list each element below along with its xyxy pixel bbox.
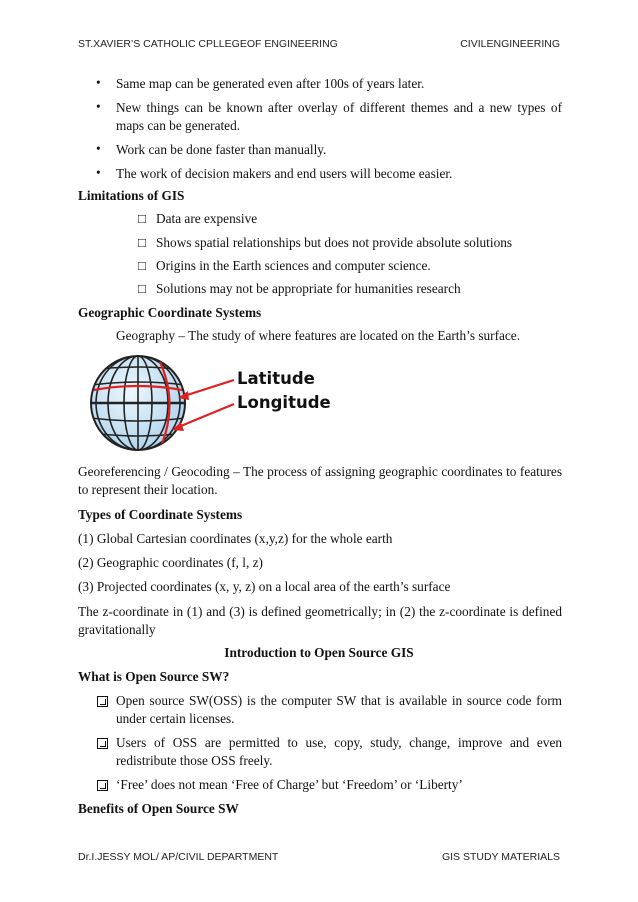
page-header: [78, 38, 560, 50]
list-item: ‘Free’ does not mean ‘Free of Charge’ but ‘Freedom’ or ‘Liberty’: [116, 777, 463, 792]
arrow-latitude: [181, 380, 234, 397]
list-item: The work of decision makers and end users will become easier.: [116, 166, 453, 181]
question-heading: What is Open Source SW?: [78, 669, 230, 684]
definition-text: Geography – The study of where features are located on the Earth’s surface.: [116, 328, 521, 343]
section-title-open-source-gis: Introduction to Open Source GIS: [224, 645, 414, 660]
checkmark-box-icon: [97, 738, 108, 749]
section-heading-types: Types of Coordinate Systems: [78, 507, 243, 522]
list-item: (3) Projected coordinates (x, y, z) on a local area of the earth’s surface: [78, 579, 451, 594]
label-longitude: Longitude: [237, 393, 331, 412]
z-coordinate-note: The z-coordinate in (1) and (3) is defined geometrically; in (2) the z-coordinate is defined gravitationally: [78, 604, 562, 637]
list-item: Open source SW(OSS) is the computer SW that is available in source code form under certain licenses.: [116, 693, 562, 726]
list-item: (2) Geographic coordinates (f, l, z): [78, 555, 263, 570]
section-heading-gcs: Geographic Coordinate Systems: [78, 305, 262, 320]
list-item: Data are expensive: [156, 211, 258, 226]
list-item: New things can be known after overlay of different themes and a new types of maps can be generated.: [116, 100, 562, 133]
checkbox-icon: □: [138, 258, 147, 273]
footer-material: GIS STUDY MATERIALS: [441, 851, 560, 863]
section-heading-benefits: Benefits of Open Source SW: [78, 801, 239, 816]
header-college: ST.XAVIER’S CATHOLIC CPLLEGEOF ENGINEERING: [78, 38, 338, 50]
checkmark-box-icon: [97, 780, 108, 791]
georeferencing-text: Georeferencing / Geocoding – The process of assigning geographic coordinates to features to represent their location.: [78, 464, 562, 497]
list-item: Work can be done faster than manually.: [116, 142, 327, 157]
footer-author: Dr.I.JESSY MOL/ AP/CIVIL DEPARTMENT: [78, 851, 279, 863]
checkbox-icon: □: [138, 211, 147, 226]
list-item: Users of OSS are permitted to use, copy, study, change, improve and even redistribute those OSS freely.: [116, 735, 562, 768]
bullet-icon: •: [96, 75, 101, 90]
bullet-icon: •: [96, 165, 101, 180]
section-heading-limitations: Limitations of GIS: [78, 188, 185, 203]
checkbox-icon: □: [138, 235, 147, 250]
list-item: Origins in the Earth sciences and computer science.: [156, 258, 431, 273]
list-item: Same map can be generated even after 100s of years later.: [116, 76, 425, 91]
label-latitude: Latitude: [237, 369, 315, 388]
bullet-icon: •: [96, 141, 101, 156]
checkbox-icon: □: [138, 281, 147, 296]
list-item: Shows spatial relationships but does not provide absolute solutions: [156, 235, 513, 250]
checkmark-box-icon: [97, 696, 108, 707]
list-item: (1) Global Cartesian coordinates (x,y,z) for the whole earth: [78, 531, 393, 546]
header-department: CIVILENGINEERING: [460, 38, 560, 50]
bullet-icon: •: [96, 99, 101, 114]
globe-icon: [91, 356, 185, 450]
list-item: Solutions may not be appropriate for humanities research: [156, 281, 461, 296]
page-footer: [78, 851, 560, 863]
